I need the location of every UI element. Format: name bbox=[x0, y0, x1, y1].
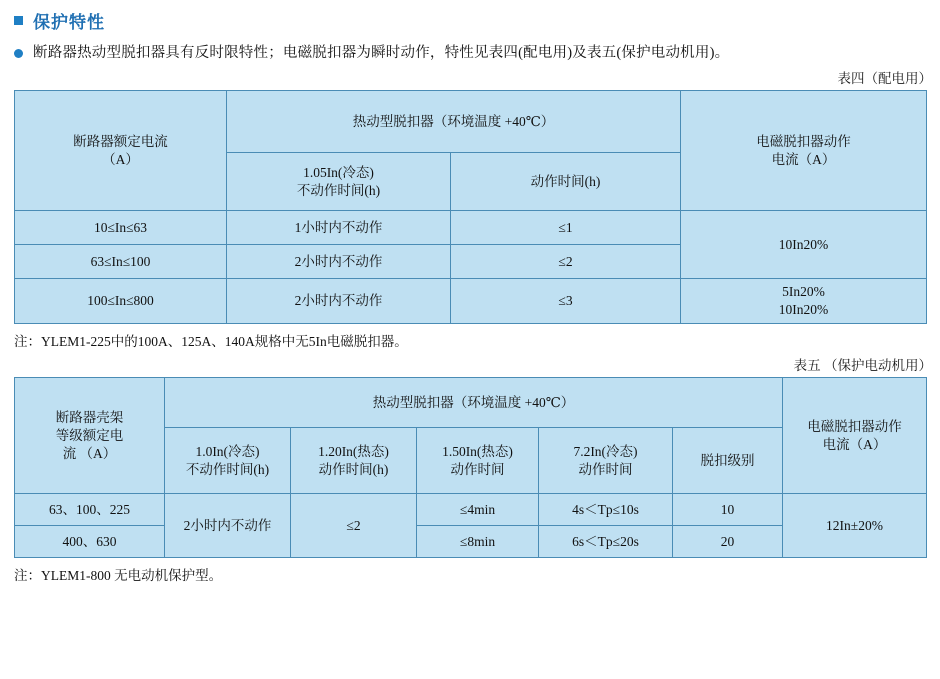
table4-header-thermal-group: 热动型脱扣器（环境温度 +40℃） bbox=[227, 91, 681, 153]
table5-header-sub-120In bbox=[291, 428, 417, 494]
table5-header-sub-72In-line1: 7.2In(冷态) bbox=[573, 443, 638, 459]
table4-cell-triptime-2: ≤3 bbox=[451, 279, 681, 324]
intro-paragraph bbox=[14, 43, 940, 63]
table5-cell-class-1: 20 bbox=[673, 526, 783, 558]
table5-header-sub-120In-line1: 1.20In(热态) bbox=[318, 443, 389, 459]
table5-header-magnetic-line1: 电磁脱扣器动作 bbox=[807, 418, 902, 434]
table5-header-sub-10In-line1: 1.0In(冷态) bbox=[195, 443, 260, 459]
table4-cell-magnetic-bottom bbox=[681, 279, 927, 324]
table4-header-magnetic-line1: 电磁脱扣器动作 bbox=[756, 133, 851, 149]
table5-cell-magnetic-merged: 12In±20% bbox=[783, 494, 927, 558]
page-root bbox=[0, 8, 940, 679]
table5-note: 注：YLEM1-800 无电动机保护型。 bbox=[14, 568, 223, 583]
intro-text: 断路器热动型脱扣器具有反时限特性；电磁脱扣器为瞬时动作，特性见表四(配电用)及表五(保护电动机用)。 bbox=[33, 45, 730, 61]
table5-cell-72In-1: 6s＜Tp≤20s bbox=[539, 526, 673, 558]
table4-header-sub-noTrip bbox=[227, 153, 451, 211]
table4-header-rated-current-line1: 断路器额定电流 bbox=[73, 133, 168, 149]
table4-cell-magnetic-bottom-line1: 5In20% bbox=[782, 284, 825, 299]
table-row bbox=[15, 211, 927, 245]
table4-cell-current-2: 100≤In≤800 bbox=[15, 279, 227, 324]
table4-header-sub-tripTime: 动作时间(h) bbox=[451, 153, 681, 211]
table5-cell-72In-0: 4s＜Tp≤10s bbox=[539, 494, 673, 526]
table5-header-sub-class: 脱扣级别 bbox=[673, 428, 783, 494]
table4-cell-notrip-2: 2小时内不动作 bbox=[227, 279, 451, 324]
table-five bbox=[14, 377, 927, 558]
table-row bbox=[15, 91, 927, 153]
table5-cell-class-0: 10 bbox=[673, 494, 783, 526]
table5-header-sub-10In-line2: 不动作时间(h) bbox=[185, 461, 270, 477]
table4-header-sub-noTrip-line2: 不动作时间(h) bbox=[296, 182, 381, 198]
table4-cell-triptime-1: ≤2 bbox=[451, 245, 681, 279]
table5-header-sub-72In bbox=[539, 428, 673, 494]
table5-caption: 表五 （保护电动机用） bbox=[793, 358, 932, 373]
table5-header-sub-10In bbox=[165, 428, 291, 494]
table5-header-sub-72In-line2: 动作时间 bbox=[578, 461, 633, 477]
table5-header-sub-150In-line1: 1.50In(热态) bbox=[442, 443, 513, 459]
table5-cell-150In-1: ≤8min bbox=[417, 526, 539, 558]
table5-cell-frame-1: 400、630 bbox=[15, 526, 165, 558]
table4-header-magnetic-line2: 电流（A） bbox=[771, 151, 836, 167]
round-bullet-icon bbox=[14, 49, 23, 58]
table-four bbox=[14, 90, 927, 324]
table5-header-frame-current-line2: 等级额定电 bbox=[55, 427, 124, 443]
table5-cell-150In-0: ≤4min bbox=[417, 494, 539, 526]
table5-cell-notrip-merged: 2小时内不动作 bbox=[165, 494, 291, 558]
square-bullet-icon bbox=[14, 16, 23, 25]
table4-caption: 表四（配电用） bbox=[837, 71, 932, 86]
table4-note: 注：YLEM1-225中的100A、125A、140A规格中无5In电磁脱扣器。 bbox=[14, 334, 408, 349]
table5-header-magnetic bbox=[783, 378, 927, 494]
table4-cell-magnetic-bottom-line2: 10In20% bbox=[778, 302, 829, 317]
table4-header-rated-current bbox=[15, 91, 227, 211]
table5-cell-120In-merged: ≤2 bbox=[291, 494, 417, 558]
table4-cell-triptime-0: ≤1 bbox=[451, 211, 681, 245]
page-title: 保护特性 bbox=[33, 13, 105, 32]
table5-header-frame-current-line1: 断路器壳架 bbox=[55, 409, 124, 425]
table5-header-sub-150In bbox=[417, 428, 539, 494]
table4-cell-magnetic-top: 10In20% bbox=[681, 211, 927, 279]
table4-header-magnetic bbox=[681, 91, 927, 211]
table5-cell-frame-0: 63、100、225 bbox=[15, 494, 165, 526]
table4-header-sub-noTrip-line1: 1.05In(冷态) bbox=[303, 164, 374, 180]
table4-cell-current-1: 63≤In≤100 bbox=[15, 245, 227, 279]
section-heading bbox=[14, 8, 940, 33]
table5-header-thermal-group: 热动型脱扣器（环境温度 +40℃） bbox=[165, 378, 783, 428]
table5-header-magnetic-line2: 电流（A） bbox=[822, 436, 887, 452]
table5-header-sub-150In-line2: 动作时间 bbox=[450, 461, 505, 477]
table5-header-sub-120In-line2: 动作时间(h) bbox=[318, 461, 389, 477]
table-row bbox=[15, 279, 927, 324]
table-row bbox=[15, 378, 927, 428]
table4-header-rated-current-line2: （A） bbox=[102, 151, 139, 167]
table4-cell-notrip-1: 2小时内不动作 bbox=[227, 245, 451, 279]
table4-cell-current-0: 10≤In≤63 bbox=[15, 211, 227, 245]
table-row bbox=[15, 494, 927, 526]
table4-cell-notrip-0: 1小时内不动作 bbox=[227, 211, 451, 245]
table5-header-frame-current-line3: 流 （A） bbox=[62, 445, 117, 461]
table5-header-frame-current bbox=[15, 378, 165, 494]
